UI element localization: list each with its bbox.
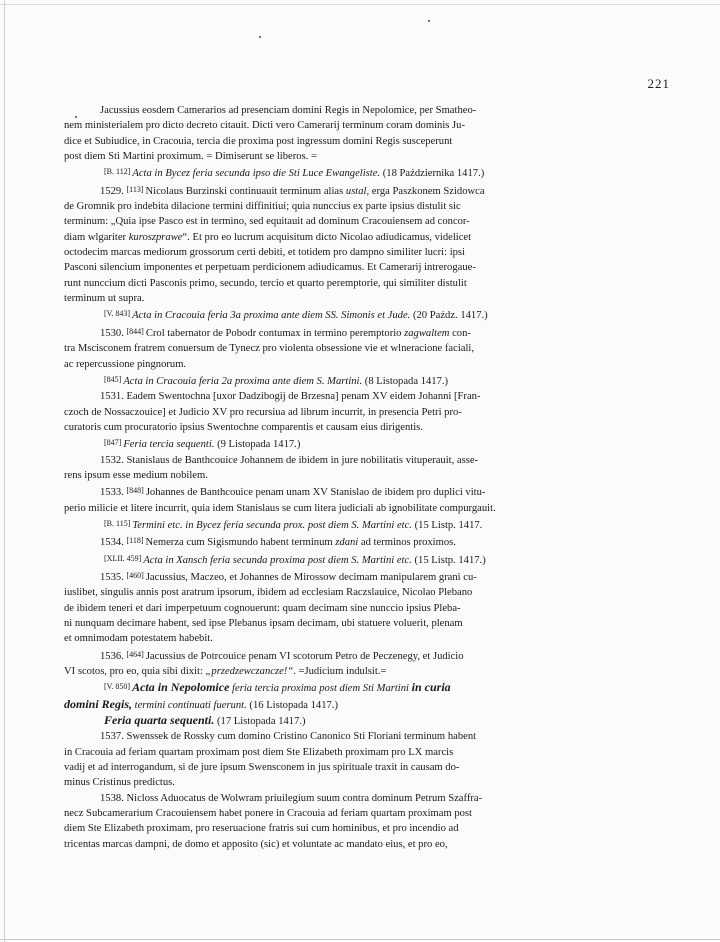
- text-line: [64, 664, 670, 679]
- text-run: Acta in Xansch feria secunda proxima post diem S. Martini etc.: [143, 554, 412, 566]
- text-run: Jacussius de Potrcouice penam VI scotorum Petro de Peczenegy, et Judicio: [145, 650, 464, 662]
- text-line: [64, 324, 670, 341]
- text-run: (8 Listopada 1417.): [362, 375, 449, 387]
- text-run: Jacussius, Maczeo, et Johannes de Mirossow decimam manipularem grani cu-: [145, 571, 477, 583]
- reference-marker: [845]: [104, 374, 124, 384]
- text-run: Acta in Cracouia feria 3a proxima ante diem SS. Simonis et Jude.: [132, 310, 411, 322]
- text-run: 1536.: [100, 650, 127, 662]
- scan-bottom-edge: [0, 939, 720, 940]
- source-heading-line: [64, 164, 670, 181]
- source-heading-line: [64, 551, 670, 568]
- scan-speck: [259, 36, 261, 38]
- source-heading-line: [64, 516, 670, 533]
- text-line: [64, 182, 670, 199]
- text-run: terminum ut supra.: [64, 293, 145, 305]
- text-run: in Cracouia ad feriam quartam proximam post diem Ste Elizabeth proximam pro LX marcis: [64, 746, 454, 758]
- text-run: con-: [449, 327, 471, 339]
- text-run: ad terminos proximos.: [358, 537, 456, 549]
- page-body-text: [64, 103, 670, 852]
- text-line: [64, 260, 670, 275]
- text-run: vadij et ad interrogandum, si de jure ipsum Swensconem in jus spirituale traxit in causam do-: [64, 762, 460, 774]
- text-run: dice et Subiudice, in Cracouia, tercia die proxima post ingressum domini Regis susceperunt: [64, 135, 453, 147]
- reference-marker: [848]: [126, 486, 146, 496]
- text-line: [64, 420, 670, 435]
- text-run: (15 Listp. 1417.: [411, 519, 483, 531]
- text-run: Feria quarta sequenti.: [104, 713, 215, 728]
- text-line: [64, 453, 670, 468]
- text-run: Acta in Nepolomice: [132, 680, 230, 695]
- text-run: „przedzewczancze!“: [205, 666, 294, 678]
- text-line: [64, 729, 670, 744]
- text-run: Acta in Bycez feria secunda ipso die Sti Luce Ewangeliste.: [132, 168, 381, 180]
- text-run: feria tercia proxima post diem Sti Martini: [229, 683, 412, 695]
- text-line: [64, 616, 670, 631]
- scan-top-edge: [0, 4, 720, 5]
- text-run: (15 Listp. 1417.): [411, 554, 486, 566]
- text-run: tra Mscisconem fratrem conuersum de Tynecz pro violenta obsessione vie et wlneracione faciali,: [64, 343, 475, 355]
- text-line: [64, 291, 670, 306]
- text-run: erga Paszkonem Szidowca: [369, 185, 485, 197]
- text-run: . =Judicium indulsit.=: [293, 666, 387, 678]
- text-run: (16 Listopada 1417.): [246, 699, 338, 711]
- text-line: [64, 483, 670, 500]
- text-line: [64, 806, 670, 821]
- text-run: domini Regis,: [64, 696, 133, 711]
- reference-marker: [V. 850]: [104, 682, 133, 692]
- text-run: Nemerza cum Sigismundo habent terminum: [145, 537, 336, 549]
- text-run: Termini etc. in Bycez feria secunda prox. post diem S. Martini etc.: [132, 519, 412, 531]
- source-heading-line: [64, 306, 670, 323]
- text-run: Jacussius eosdem Camerarios ad presenciam domini Regis in Nepolomice, per Smatheo-: [100, 105, 477, 116]
- text-run: 1531. Eadem Swentochna [uxor Dadzibogij de Brzesna] penam XV eidem Johanni [Fran-: [100, 391, 481, 403]
- text-run: Johannes de Banthcouice penam unam XV Stanislao de ibidem pro duplici vitu-: [145, 487, 486, 499]
- text-run: minus Cristinus predictus.: [64, 777, 175, 789]
- text-run: Feria tercia sequenti.: [123, 439, 215, 451]
- text-line: [64, 837, 670, 852]
- text-line: [64, 821, 670, 836]
- text-run: kuroszprawe: [128, 231, 183, 243]
- text-run: post diem Sti Martini proximum. = Dimiserunt se liberos. =: [64, 151, 317, 163]
- text-run: Nicolaus Burzinski continuauit terminum alias: [145, 185, 346, 197]
- text-run: octodecim marcas mediorum grossorum certi debiti, et totidem pro dampno similiter lucri: ipsi: [64, 247, 466, 259]
- text-run: 1530.: [100, 327, 127, 339]
- text-line: [64, 405, 670, 420]
- text-line: [64, 214, 670, 229]
- reference-marker: [460]: [126, 570, 146, 580]
- text-line: [64, 389, 670, 404]
- source-heading-line: [64, 679, 670, 696]
- text-run: termini continuati fuerunt.: [132, 699, 247, 711]
- text-run: diam wlgariter: [64, 231, 129, 243]
- text-run: in curia: [411, 680, 451, 695]
- reference-marker: [847]: [104, 438, 124, 448]
- text-run: 1534.: [100, 537, 127, 549]
- reference-marker: [113]: [126, 184, 146, 194]
- text-run: (17 Listopada 1417.): [214, 716, 306, 728]
- text-line: [64, 357, 670, 372]
- text-run: de Gromnik pro indebita dilacione termini diffinitiui; quia nunccius ex parte ipsius distulit sic: [64, 201, 461, 213]
- text-run: runt nunccium dicti Pasconis primo, secundo, tercio et quarto peremptorie, qui similiter distulit: [64, 277, 467, 289]
- text-run: ustal,: [345, 185, 370, 197]
- text-line: [64, 745, 670, 760]
- text-run: 1537. Swenssek de Rossky cum domino Cristino Canonico Sti Floriani terminum habent: [100, 731, 477, 743]
- text-run: (18 Października 1417.): [380, 168, 485, 180]
- text-line: [64, 760, 670, 775]
- text-line: [64, 533, 670, 550]
- text-line: [64, 230, 670, 245]
- scan-left-edge: [4, 0, 5, 942]
- text-line: [64, 103, 670, 118]
- source-heading-line: [64, 713, 670, 729]
- text-line: [64, 501, 670, 516]
- text-line: [64, 468, 670, 483]
- text-line: [64, 149, 670, 164]
- text-run: iuslibet, singulis annis post aratrum ipsorum, ibidem ad ecclesiam Raczslauice, Nicolao Plebano: [64, 587, 473, 599]
- text-run: de ibidem teneri et dari imperpetuum cognouerunt: quam decimam sine nunccio ipsius Pleba-: [64, 602, 461, 614]
- reference-marker: [B. 112]: [104, 167, 133, 177]
- text-line: [64, 585, 670, 600]
- text-line: [64, 601, 670, 616]
- text-run: necz Subcamerarium Cracouiensem habet ponere in Cracouia ad feriam quartam proximam post: [64, 808, 472, 820]
- text-line: [64, 134, 670, 149]
- text-run: curatoris cum procuratorio ipsius Swentochne comparentis et causam eius dirigentis.: [64, 421, 423, 433]
- page-number: 221: [647, 76, 670, 91]
- text-run: 1529.: [100, 185, 127, 197]
- text-run: tricentas marcas dampni, de domo et apposito (sic) et voluntate ac mandato eius, et pro eo,: [64, 838, 448, 850]
- text-run: diem Ste Elizabeth proximam, pro reseruacione fratris sui cum hominibus, et pro incendio ad: [64, 823, 459, 835]
- text-run: perio milicie et litere incurrit, quia idem Stanislaus se cum litera judiciali ab ignobilitate compurgauit.: [64, 502, 496, 514]
- reference-marker: [XLII. 459]: [104, 553, 144, 563]
- text-run: ac repercussione pingnorum.: [64, 358, 187, 370]
- text-run: (9 Listopada 1417.): [214, 439, 301, 451]
- text-run: Acta in Cracouia feria 2a proxima ante diem S. Martini.: [123, 375, 363, 387]
- text-run: Crol tabernator de Pobodr contumax in termino peremptorio: [145, 327, 405, 339]
- text-line: [64, 568, 670, 585]
- text-line: [64, 276, 670, 291]
- text-run: et omnimodam potestatem habebit.: [64, 633, 213, 645]
- text-run: czoch de Nossaczouice] et Judicio XV pro recursiua ad librum incurrit, in presencia Petri pro-: [64, 406, 462, 418]
- reference-marker: [118]: [126, 536, 146, 546]
- text-line: [64, 697, 670, 713]
- text-run: “. Et pro eo lucrum acquisitum dicto Nicolao adiudicamus, videlicet: [182, 231, 472, 243]
- reference-marker: [B. 115]: [104, 518, 133, 528]
- text-run: ni nunquam decimare habent, sed ipse Plebanus ipsam decimam, ubi statuere voluerit, plenam: [64, 618, 463, 629]
- source-heading-line: [64, 372, 670, 389]
- text-run: zagwaltem: [404, 327, 450, 339]
- reference-marker: [464]: [126, 649, 146, 659]
- reference-marker: [844]: [126, 326, 146, 336]
- scan-speck: [428, 20, 430, 22]
- text-run: zdani: [335, 537, 359, 549]
- text-run: Pasconi silencium imponentes et perpetuam perdicionem adiudicamus. Et Camerarij intrerogaue-: [64, 262, 476, 274]
- text-line: [64, 118, 670, 133]
- text-line: [64, 791, 670, 806]
- text-line: [64, 631, 670, 646]
- text-line: [64, 647, 670, 664]
- text-run: 1533.: [100, 487, 127, 499]
- text-run: terminum: „Quia ipse Pasco est in termino, sed equitauit ad dominum Cracouiensem ad concor-: [64, 216, 470, 228]
- text-run: VI scotos, pro eo, quia sibi dixit:: [64, 666, 206, 678]
- text-run: 1535.: [100, 571, 127, 583]
- text-run: 1538. Nicloss Aduocatus de Wolwram priuilegium suum contra dominum Petrum Szaffra-: [100, 792, 483, 804]
- text-line: [64, 775, 670, 790]
- text-run: 1532. Stanislaus de Banthcouice Johannem de ibidem in jure nobilitatis vituperauit, asse-: [100, 454, 479, 466]
- text-line: [64, 199, 670, 214]
- text-run: rens ipsum esse medium nobilem.: [64, 469, 208, 481]
- reference-marker: [V. 843]: [104, 309, 133, 319]
- text-line: [64, 341, 670, 356]
- text-line: [64, 245, 670, 260]
- text-run: (20 Paźdz. 1417.): [410, 310, 488, 322]
- text-run: nem ministerialem pro dicto decreto citauit. Dicti vero Camerarij terminum coram dominis Ju-: [64, 120, 465, 132]
- source-heading-line: [64, 435, 670, 452]
